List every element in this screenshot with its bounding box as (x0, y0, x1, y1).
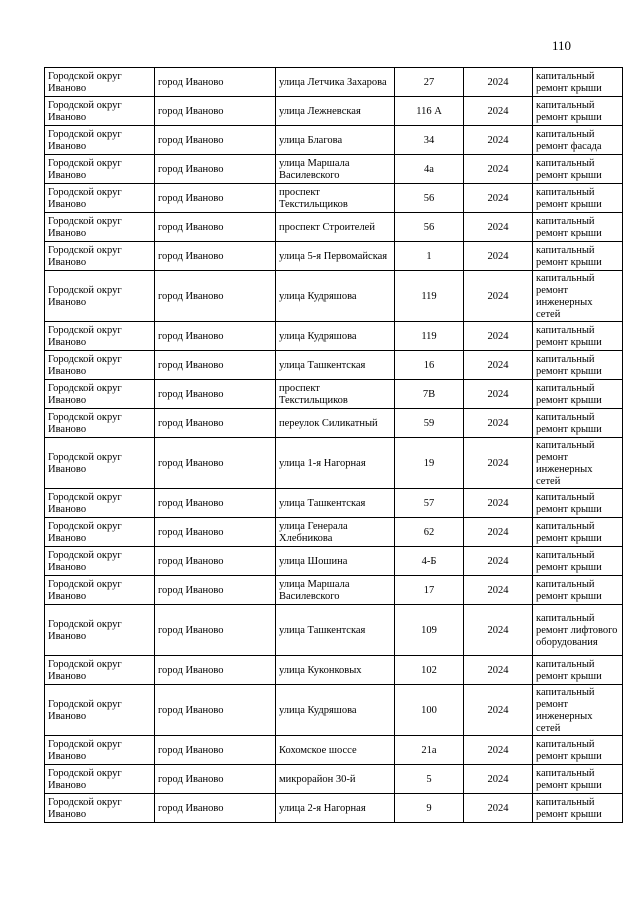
street-cell: улица Кудряшова (276, 322, 395, 351)
work-type-cell: капитальный ремонт крыши (533, 518, 623, 547)
district-cell: Городской округ Иваново (45, 126, 155, 155)
year-cell: 2024 (464, 155, 533, 184)
table-row (45, 126, 623, 155)
work-type-cell: капитальный ремонт крыши (533, 547, 623, 576)
street-cell: улица Благова (276, 126, 395, 155)
house-number-cell: 119 (395, 271, 464, 322)
street-cell: Кохомское шоссе (276, 736, 395, 765)
table-row (45, 576, 623, 605)
district-cell: Городской округ Иваново (45, 184, 155, 213)
year-cell: 2024 (464, 605, 533, 656)
city-cell: город Иваново (155, 605, 276, 656)
year-cell: 2024 (464, 794, 533, 823)
work-type-cell: капитальный ремонт крыши (533, 242, 623, 271)
street-cell: улица Генерала Хлебникова (276, 518, 395, 547)
district-cell: Городской округ Иваново (45, 685, 155, 736)
district-cell: Городской округ Иваново (45, 97, 155, 126)
year-cell: 2024 (464, 409, 533, 438)
city-cell: город Иваново (155, 184, 276, 213)
table-row (45, 380, 623, 409)
city-cell: город Иваново (155, 97, 276, 126)
work-type-cell: капитальный ремонт крыши (533, 213, 623, 242)
street-cell: улица Ташкентская (276, 351, 395, 380)
district-cell: Городской округ Иваново (45, 271, 155, 322)
district-cell: Городской округ Иваново (45, 155, 155, 184)
year-cell: 2024 (464, 242, 533, 271)
district-cell: Городской округ Иваново (45, 736, 155, 765)
house-number-cell: 57 (395, 489, 464, 518)
table-row (45, 351, 623, 380)
repair-registry-table (44, 67, 623, 823)
table-row (45, 242, 623, 271)
street-cell: проспект Текстильщиков (276, 380, 395, 409)
house-number-cell: 34 (395, 126, 464, 155)
house-number-cell: 27 (395, 68, 464, 97)
street-cell: улица Кудряшова (276, 271, 395, 322)
year-cell: 2024 (464, 765, 533, 794)
work-type-cell: капитальный ремонт крыши (533, 155, 623, 184)
street-cell: улица Куконковых (276, 656, 395, 685)
district-cell: Городской округ Иваново (45, 68, 155, 97)
table-row (45, 685, 623, 736)
district-cell: Городской округ Иваново (45, 518, 155, 547)
work-type-cell: капитальный ремонт лифтового оборудования (533, 605, 623, 656)
district-cell: Городской округ Иваново (45, 380, 155, 409)
year-cell: 2024 (464, 438, 533, 489)
house-number-cell: 5 (395, 765, 464, 794)
year-cell: 2024 (464, 656, 533, 685)
district-cell: Городской округ Иваново (45, 794, 155, 823)
work-type-cell: капитальный ремонт крыши (533, 656, 623, 685)
city-cell: город Иваново (155, 547, 276, 576)
work-type-cell: капитальный ремонт крыши (533, 736, 623, 765)
house-number-cell: 16 (395, 351, 464, 380)
work-type-cell: капитальный ремонт крыши (533, 351, 623, 380)
year-cell: 2024 (464, 68, 533, 97)
street-cell: проспект Текстильщиков (276, 184, 395, 213)
work-type-cell: капитальный ремонт крыши (533, 765, 623, 794)
year-cell: 2024 (464, 184, 533, 213)
house-number-cell: 119 (395, 322, 464, 351)
table-row (45, 794, 623, 823)
work-type-cell: капитальный ремонт крыши (533, 380, 623, 409)
city-cell: город Иваново (155, 765, 276, 794)
table-row (45, 322, 623, 351)
street-cell: проспект Строителей (276, 213, 395, 242)
street-cell: улица 1-я Нагорная (276, 438, 395, 489)
year-cell: 2024 (464, 271, 533, 322)
work-type-cell: капитальный ремонт крыши (533, 68, 623, 97)
city-cell: город Иваново (155, 155, 276, 184)
street-cell: улица 5-я Первомайская (276, 242, 395, 271)
house-number-cell: 17 (395, 576, 464, 605)
house-number-cell: 100 (395, 685, 464, 736)
table-row (45, 518, 623, 547)
house-number-cell: 21а (395, 736, 464, 765)
street-cell: переулок Силикатный (276, 409, 395, 438)
city-cell: город Иваново (155, 380, 276, 409)
year-cell: 2024 (464, 213, 533, 242)
street-cell: улица Маршала Василевского (276, 576, 395, 605)
table-row (45, 213, 623, 242)
work-type-cell: капитальный ремонт инженерных сетей (533, 271, 623, 322)
house-number-cell: 109 (395, 605, 464, 656)
district-cell: Городской округ Иваново (45, 438, 155, 489)
district-cell: Городской округ Иваново (45, 409, 155, 438)
district-cell: Городской округ Иваново (45, 322, 155, 351)
city-cell: город Иваново (155, 351, 276, 380)
district-cell: Городской округ Иваново (45, 489, 155, 518)
work-type-cell: капитальный ремонт инженерных сетей (533, 438, 623, 489)
year-cell: 2024 (464, 351, 533, 380)
city-cell: город Иваново (155, 271, 276, 322)
city-cell: город Иваново (155, 736, 276, 765)
city-cell: город Иваново (155, 322, 276, 351)
city-cell: город Иваново (155, 213, 276, 242)
table-row (45, 184, 623, 213)
street-cell: улица Летчика Захарова (276, 68, 395, 97)
street-cell: улица Маршала Василевского (276, 155, 395, 184)
table-row (45, 656, 623, 685)
work-type-cell: капитальный ремонт крыши (533, 489, 623, 518)
district-cell: Городской округ Иваново (45, 605, 155, 656)
table-row (45, 97, 623, 126)
street-cell: улица Ташкентская (276, 489, 395, 518)
city-cell: город Иваново (155, 576, 276, 605)
house-number-cell: 116 А (395, 97, 464, 126)
district-cell: Городской округ Иваново (45, 213, 155, 242)
city-cell: город Иваново (155, 794, 276, 823)
work-type-cell: капитальный ремонт крыши (533, 409, 623, 438)
work-type-cell: капитальный ремонт крыши (533, 184, 623, 213)
table-row (45, 409, 623, 438)
page-number: 110 (552, 38, 572, 53)
table-row (45, 605, 623, 656)
year-cell: 2024 (464, 685, 533, 736)
table-row (45, 155, 623, 184)
table-row (45, 765, 623, 794)
year-cell: 2024 (464, 489, 533, 518)
house-number-cell: 7В (395, 380, 464, 409)
work-type-cell: капитальный ремонт инженерных сетей (533, 685, 623, 736)
house-number-cell: 102 (395, 656, 464, 685)
city-cell: город Иваново (155, 126, 276, 155)
city-cell: город Иваново (155, 489, 276, 518)
work-type-cell: капитальный ремонт крыши (533, 794, 623, 823)
city-cell: город Иваново (155, 438, 276, 489)
table-row (45, 271, 623, 322)
work-type-cell: капитальный ремонт крыши (533, 97, 623, 126)
city-cell: город Иваново (155, 242, 276, 271)
city-cell: город Иваново (155, 409, 276, 438)
city-cell: город Иваново (155, 685, 276, 736)
street-cell: улица Ташкентская (276, 605, 395, 656)
year-cell: 2024 (464, 380, 533, 409)
house-number-cell: 59 (395, 409, 464, 438)
house-number-cell: 19 (395, 438, 464, 489)
work-type-cell: капитальный ремонт крыши (533, 322, 623, 351)
table-row (45, 438, 623, 489)
table-row (45, 68, 623, 97)
table-row (45, 736, 623, 765)
house-number-cell: 4-Б (395, 547, 464, 576)
year-cell: 2024 (464, 547, 533, 576)
house-number-cell: 56 (395, 184, 464, 213)
work-type-cell: капитальный ремонт фасада (533, 126, 623, 155)
year-cell: 2024 (464, 126, 533, 155)
district-cell: Городской округ Иваново (45, 765, 155, 794)
house-number-cell: 9 (395, 794, 464, 823)
district-cell: Городской округ Иваново (45, 351, 155, 380)
table-row (45, 547, 623, 576)
district-cell: Городской округ Иваново (45, 242, 155, 271)
house-number-cell: 56 (395, 213, 464, 242)
street-cell: улица Кудряшова (276, 685, 395, 736)
street-cell: микрорайон 30-й (276, 765, 395, 794)
street-cell: улица Лежневская (276, 97, 395, 126)
year-cell: 2024 (464, 736, 533, 765)
work-type-cell: капитальный ремонт крыши (533, 576, 623, 605)
city-cell: город Иваново (155, 68, 276, 97)
house-number-cell: 62 (395, 518, 464, 547)
house-number-cell: 4а (395, 155, 464, 184)
year-cell: 2024 (464, 518, 533, 547)
district-cell: Городской округ Иваново (45, 547, 155, 576)
year-cell: 2024 (464, 576, 533, 605)
district-cell: Городской округ Иваново (45, 576, 155, 605)
street-cell: улица 2-я Нагорная (276, 794, 395, 823)
city-cell: город Иваново (155, 518, 276, 547)
district-cell: Городской округ Иваново (45, 656, 155, 685)
table-row (45, 489, 623, 518)
street-cell: улица Шошина (276, 547, 395, 576)
house-number-cell: 1 (395, 242, 464, 271)
year-cell: 2024 (464, 97, 533, 126)
year-cell: 2024 (464, 322, 533, 351)
city-cell: город Иваново (155, 656, 276, 685)
